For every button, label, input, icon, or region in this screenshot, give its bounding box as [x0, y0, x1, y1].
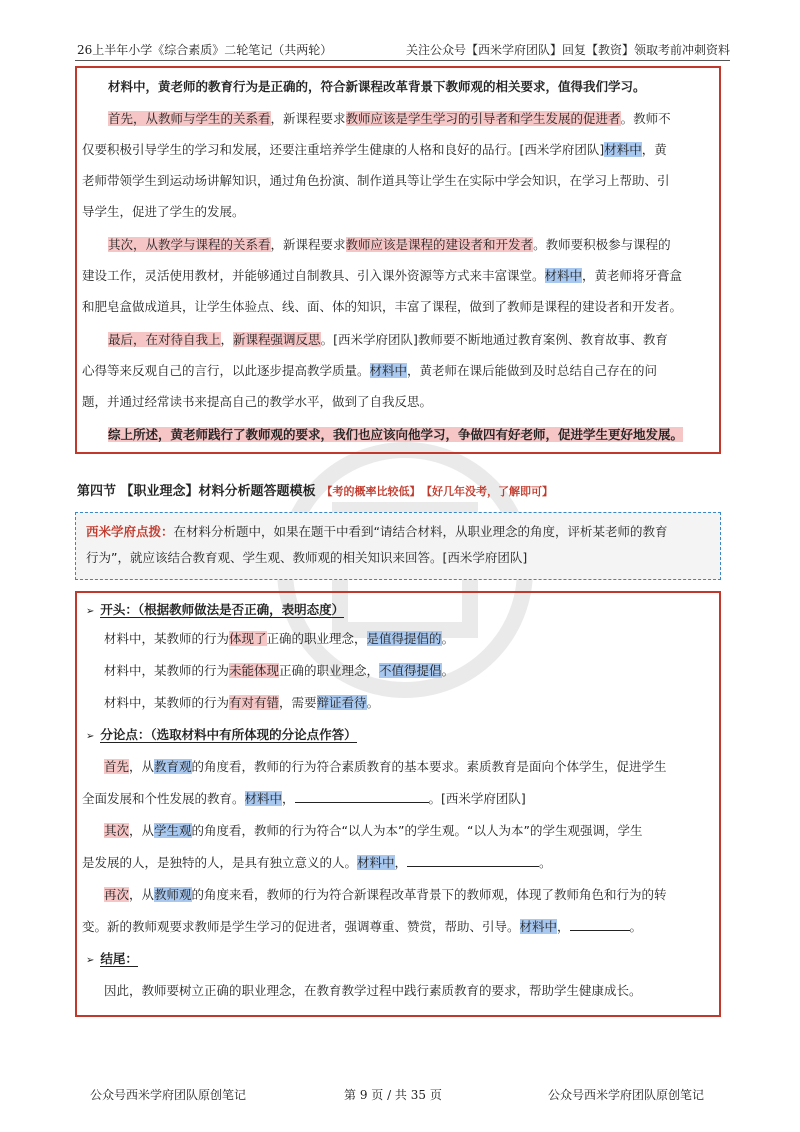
text-span: 分论点：（选取材料中有所体现的分论点作答） — [100, 727, 357, 742]
paragraph-2-line-3: 和肥皂盒做成道具，让学生体验点、线、面、体的知识，丰富了课程，做到了教师是课程的建设者和开发者。 — [82, 299, 683, 314]
text-span: 心得等来反观自己的言行，以此逐步提高教学质量。 — [82, 363, 370, 378]
tip-box — [75, 512, 721, 580]
text-span: 材料中 — [604, 142, 642, 157]
footer-right: 公众号西米学府团队原创笔记 — [548, 1088, 705, 1102]
triangle-bullet-icon: ➢ — [86, 955, 95, 966]
text-span: ，从 — [129, 823, 155, 838]
text-span: 。 — [441, 663, 455, 678]
text-span: 。[西米学府团队] — [428, 791, 526, 806]
text-span: ，新课程要求 — [270, 111, 346, 126]
section-note-recent: 【好几年没考，了解即可】 — [426, 485, 554, 498]
text-span: 再次 — [104, 887, 130, 902]
text-span: 开头：（根据教师做法是否正确，表明态度） — [100, 602, 345, 617]
text-span: 材料中 — [357, 855, 395, 870]
text-span: 新课程强调反思 — [233, 332, 321, 347]
paragraph-1-line-4: 导学生，促进了学生的发展。 — [82, 204, 245, 219]
text-span: 教师应该是课程的建设者和开发者 — [345, 237, 534, 252]
answer-blank — [407, 854, 539, 867]
ending-text: 因此，教师要树立正确的职业理念，在教育教学过程中践行素质教育的要求，帮助学生健康成长。 — [104, 983, 642, 998]
text-span: 仅要积极引导学生的学习和发展，还要注重培养学生健康的人格和良好的品行。[西米学府团队] — [82, 142, 605, 157]
text-span: 的角度看，教师的行为符合“以人为本”的学生观。“以人为本”的学生观强调，学生 — [191, 823, 643, 838]
text-span: 材料中，某教师的行为 — [104, 631, 230, 646]
text-span: 首先， — [108, 111, 146, 126]
text-span: ， — [557, 919, 570, 934]
text-span: 首先 — [104, 759, 130, 774]
text-span: 其次， — [108, 237, 146, 252]
ending-title — [86, 944, 138, 976]
text-span: 材料中，某教师的行为 — [104, 695, 230, 710]
text-span: 正确的职业理念， — [279, 663, 380, 678]
point-1-line-1 — [104, 752, 667, 782]
text-span: 的角度来看，教师的行为符合新课程改革背景下的教师观，体现了教师角色和行为的转 — [191, 887, 667, 902]
text-span: 材料中 — [519, 919, 558, 934]
text-span: 未能体现 — [229, 663, 280, 678]
text-span: ，从 — [129, 887, 155, 902]
text-span: 教师应该是学生学习的引导者和学生发展的促进者 — [345, 111, 621, 126]
text-span: 从教师与学生的关系看 — [145, 111, 271, 126]
text-span: 。 — [441, 631, 455, 646]
paragraph-1-line-1 — [108, 104, 671, 134]
tip-line-1 — [86, 519, 710, 545]
text-span: 的角度看，教师的行为符合素质教育的基本要求。素质教育是面向个体学生，促进学生 — [191, 759, 667, 774]
answer-blank — [570, 918, 630, 931]
text-span: 最后， — [108, 332, 146, 347]
text-span: 辩证看待 — [316, 695, 367, 710]
opening-option-3 — [104, 688, 379, 718]
text-span: ，黄 — [641, 142, 667, 157]
text-span: 是发展的人，是独特的人，是具有独立意义的人。 — [82, 855, 358, 870]
opening-option-2 — [104, 656, 454, 686]
page-header — [75, 38, 730, 61]
paragraph-3-line-2 — [82, 356, 657, 386]
answer-intro: 材料中，黄老师的教育行为是正确的，符合新课程改革背景下教师观的相关要求，值得我们学习。 — [108, 79, 646, 94]
text-span: 结尾： — [100, 951, 138, 966]
text-span: ，黄老师在课后能做到及时总结自己存在的问 — [407, 363, 658, 378]
text-span: ，从 — [129, 759, 155, 774]
text-span: 不值得提倡 — [379, 663, 442, 678]
text-span: 。 — [539, 855, 552, 870]
point-3-line-1 — [104, 880, 667, 910]
text-span: 正确的职业理念， — [266, 631, 367, 646]
text-span: ，黄老师将牙膏盒 — [582, 268, 683, 283]
paragraph-3-line-1 — [108, 325, 668, 355]
text-span: 综上所述，黄老师践行了教师观的要求，我们也应该向他学习，争做四有好老师，促进学生更好地发展。 — [108, 427, 684, 442]
text-span: ， — [220, 332, 234, 347]
text-span: 从教学与课程的关系看 — [145, 237, 271, 252]
text-span: 学生观 — [154, 823, 192, 838]
answer-blank — [295, 790, 429, 803]
text-span: 。教师要积极参与课程的 — [533, 237, 671, 252]
text-span: 全面发展和个性发展的教育。 — [82, 791, 245, 806]
tip-line-2: 行为”，就应该结合教育观、学生观、教师观的相关知识来回答。[西米学府团队] — [86, 550, 528, 565]
paragraph-2-line-2 — [82, 261, 682, 291]
text-span: ， — [394, 855, 408, 870]
text-span: 在材料分析题中，如果在题干中看到“请结合材料，从职业理念的角度，评析某老师的教育 — [173, 524, 668, 539]
text-span: 材料中，某教师的行为 — [104, 663, 230, 678]
text-span: 在对待自我上 — [145, 332, 221, 347]
paragraph-2-line-1 — [108, 230, 671, 260]
point-1-line-2 — [82, 784, 526, 814]
points-title — [86, 720, 357, 752]
paragraph-1-line-3: 老师带领学生到运动场讲解知识，通过角色扮演、制作道具等让学生在实际中学会知识，在学习上帮助、引 — [82, 173, 670, 188]
point-2-line-1 — [104, 816, 642, 846]
text-span: 教师观 — [154, 887, 192, 902]
text-span: 变。新的教师观要求教师是学生学习的促进者，强调尊重、赞赏，帮助、引导。 — [82, 919, 520, 934]
text-span: 教育观 — [154, 759, 192, 774]
text-span: ，需要 — [279, 695, 317, 710]
text-span: 。 — [366, 695, 380, 710]
header-left: 26上半年小学《综合素质》二轮笔记（共两轮） — [77, 43, 333, 57]
text-span: ，新课程要求 — [270, 237, 346, 252]
text-span: 建设工作，灵活使用教材，并能够通过自制教具、引入课外资源等方式来丰富课堂。 — [82, 268, 545, 283]
text-span: 材料中 — [244, 791, 283, 806]
text-span: 。[西米学府团队]教师要不断地通过教育案例、教育故事、教育 — [320, 332, 668, 347]
text-span: ， — [282, 791, 295, 806]
section-heading — [77, 480, 553, 499]
text-span: 其次 — [104, 823, 130, 838]
point-3-line-2 — [82, 912, 642, 942]
paragraph-3-line-3: 题，并通过经常读书来提高自己的教学水平，做到了自我反思。 — [82, 394, 433, 409]
footer-left: 公众号西米学府团队原创笔记 — [90, 1088, 247, 1102]
section-title: 第四节 【职业理念】材料分析题答题模板 — [77, 484, 316, 499]
answer-conclusion — [108, 420, 683, 450]
text-span: 体现了 — [229, 631, 267, 646]
text-span: 材料中 — [369, 363, 408, 378]
text-span: 。教师不 — [620, 111, 671, 126]
text-span: 。 — [629, 919, 643, 934]
text-span: 是值得提倡的 — [366, 631, 442, 646]
header-right: 关注公众号【西米学府团队】回复【教资】领取考前冲刺资料 — [405, 43, 730, 57]
point-2-line-2 — [82, 848, 552, 878]
tip-label: 西米学府点拨： — [86, 524, 174, 539]
footer-page-number: 第 9 页 / 共 35 页 — [344, 1088, 442, 1102]
triangle-bullet-icon: ➢ — [86, 606, 95, 617]
triangle-bullet-icon: ➢ — [86, 731, 95, 742]
opening-option-1 — [104, 624, 454, 654]
text-span: 有对有错 — [229, 695, 280, 710]
text-span: 材料中 — [544, 268, 583, 283]
paragraph-1-line-2 — [82, 135, 667, 165]
section-note-probability: 【考的概率比较低】 — [321, 485, 421, 498]
opening-title — [86, 595, 344, 627]
